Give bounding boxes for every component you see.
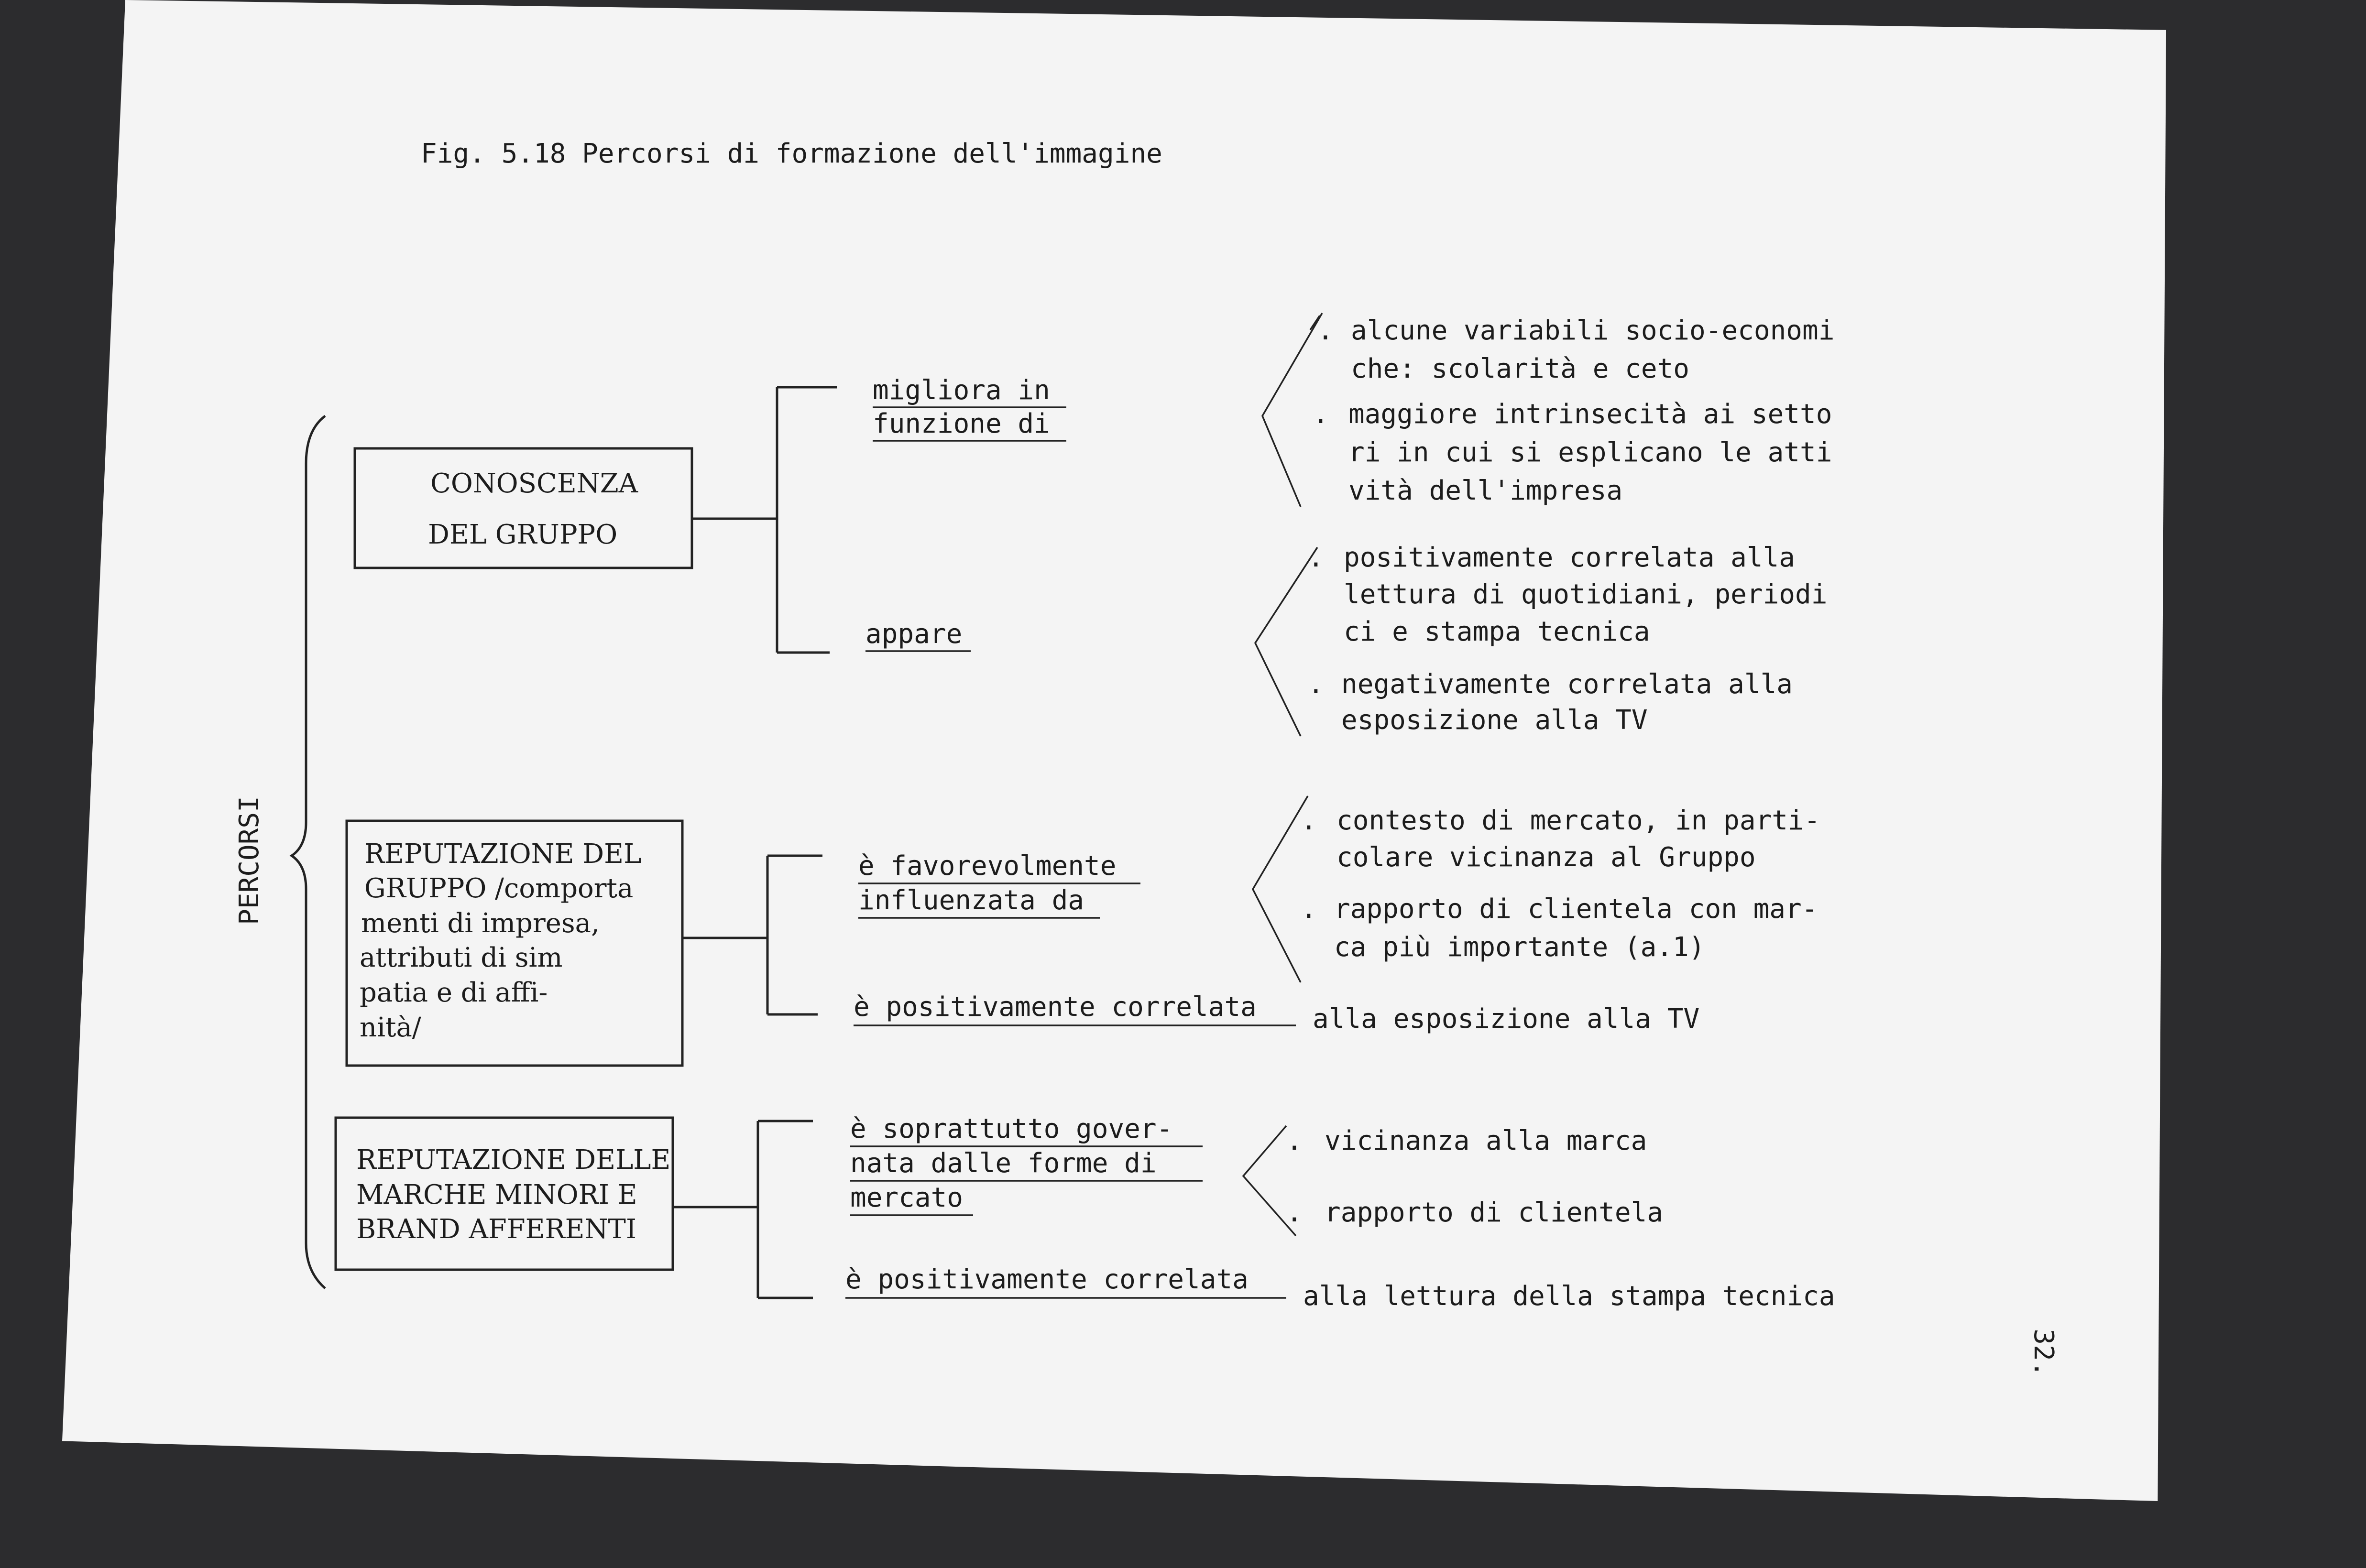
item-text-line: ri in cui si esplicano le atti	[1348, 437, 1832, 468]
item-text-line: maggiore intrinsecità ai setto	[1348, 399, 1832, 430]
branch-positivamente-stampa: è positivamente correlata	[845, 1264, 1249, 1295]
item-text-line: rapporto di clientela	[1325, 1197, 1664, 1228]
branch-positivamente-tv: è positivamente correlata	[854, 991, 1257, 1023]
tail-tv: alla esposizione alla TV	[1313, 1003, 1700, 1034]
item-text-line: esposizione alla TV	[1341, 705, 1648, 736]
item-text-line: che: scolarità e ceto	[1351, 353, 1690, 384]
item-text-line: positivamente correlata alla	[1344, 542, 1796, 573]
bullet: .	[1308, 669, 1324, 700]
box-conoscenza-line: CONOSCENZA	[430, 468, 638, 499]
item-text-line: lettura di quotidiani, periodi	[1344, 579, 1828, 610]
percorsi-brace	[292, 416, 325, 1288]
item-text-line: negativamente correlata alla	[1341, 669, 1793, 700]
item-text-line: ca più importante (a.1)	[1334, 932, 1705, 963]
branch-soprattutto-line: nata dalle forme di	[850, 1148, 1157, 1179]
item-text-line: alcune variabili socio-economi	[1351, 315, 1835, 346]
tail-stampa: alla lettura della stampa tecnica	[1303, 1281, 1835, 1312]
connector-conoscenza	[692, 387, 837, 653]
bullet: .	[1313, 399, 1329, 430]
bullet: .	[1286, 1125, 1303, 1156]
item-text-line: vicinanza alla marca	[1325, 1125, 1647, 1156]
box-reputazione-gruppo-line: patia e di affi-	[360, 977, 548, 1008]
branch-favorevolmente-line: è favorevolmente	[858, 850, 1117, 882]
bracket-appare	[1255, 547, 1317, 736]
branch-appare: appare	[865, 619, 963, 650]
branch-soprattutto-line: è soprattutto gover-	[850, 1113, 1173, 1144]
bullet: .	[1286, 1197, 1303, 1228]
branch-soprattutto-line: mercato	[850, 1182, 964, 1213]
box-reputazione-gruppo-line: menti di impresa,	[361, 908, 600, 939]
box-reputazione-gruppo-line: REPUTAZIONE DEL	[364, 838, 642, 870]
percorsi-label: PERCORSI	[234, 796, 265, 925]
item-text-line: rapporto di clientela con mar-	[1334, 893, 1818, 925]
branch-favorevolmente-line: influenzata da	[858, 885, 1084, 916]
box-reputazione-marche-line: MARCHE MINORI E	[356, 1179, 637, 1210]
item-text-line: vità dell'impresa	[1348, 475, 1623, 506]
connector-reputazione-marche	[673, 1121, 813, 1298]
box-reputazione-gruppo-line: attributi di sim	[360, 942, 563, 973]
box-conoscenza-line: DEL GRUPPO	[428, 519, 618, 550]
box-reputazione-gruppo-line: nità/	[360, 1012, 421, 1043]
box-reputazione-marche-line: BRAND AFFERENTI	[356, 1214, 637, 1245]
bullet: .	[1301, 893, 1317, 925]
box-reputazione-marche-line: REPUTAZIONE DELLE	[356, 1144, 671, 1176]
item-text-line: colare vicinanza al Gruppo	[1336, 842, 1756, 873]
bullet: .	[1301, 805, 1317, 836]
item-text-line: ci e stampa tecnica	[1344, 616, 1650, 647]
bullet: .	[1317, 315, 1334, 346]
connector-reputazione-gruppo	[682, 856, 822, 1014]
item-text-line: contesto di mercato, in parti-	[1336, 805, 1820, 836]
bullet: .	[1308, 542, 1324, 573]
branch-migliora-line: funzione di	[873, 408, 1050, 439]
bracket-favorevolmente	[1253, 796, 1308, 982]
box-reputazione-gruppo-line: GRUPPO /comporta	[364, 873, 634, 904]
branch-migliora-line: migliora in	[873, 375, 1050, 406]
figure-title: Fig. 5.18 Percorsi di formazione dell'immagine	[421, 138, 1162, 169]
page-number: 32.	[2028, 1328, 2059, 1377]
